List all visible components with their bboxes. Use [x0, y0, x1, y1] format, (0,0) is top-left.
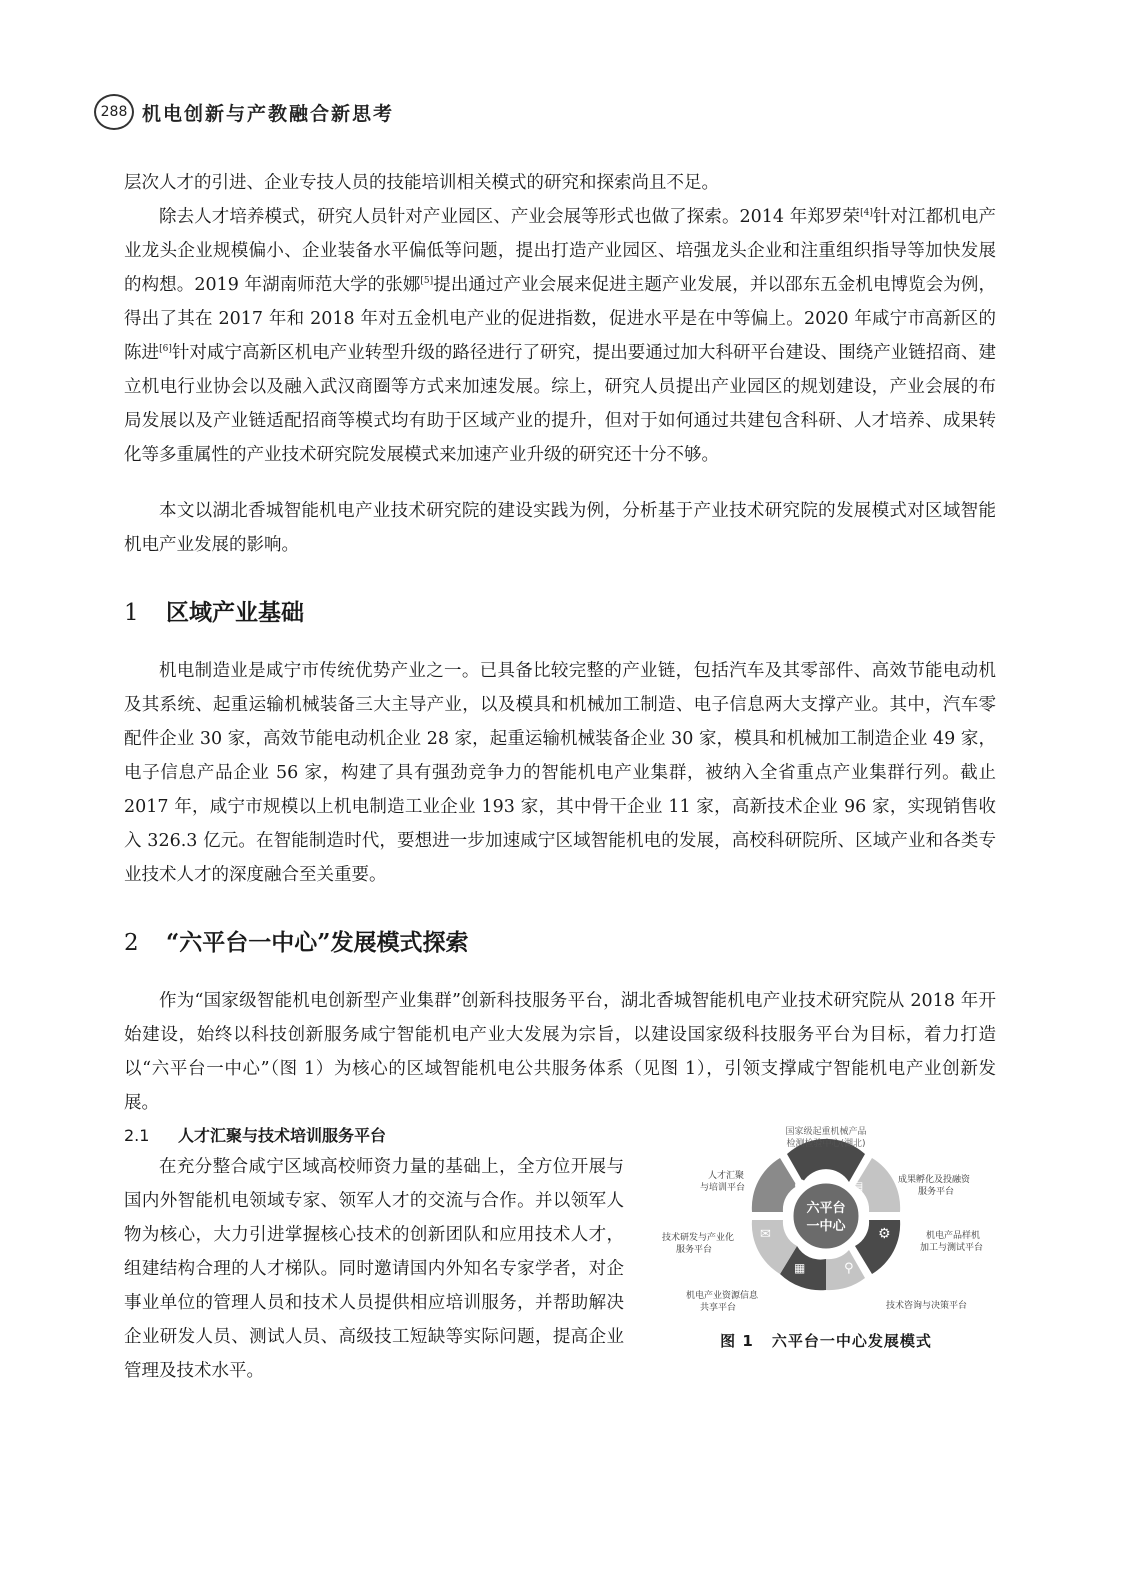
page-number: 288 [94, 94, 134, 130]
label-top-line2: 检测检验中心(湖北) [786, 1139, 866, 1149]
label-left-line2: 服务平台 [676, 1245, 713, 1255]
figure-caption [656, 1330, 996, 1351]
icon-talent: ☻ [794, 1179, 808, 1194]
paragraph: 作为“国家级智能机电创新型产业集群”创新科技服务平台，湖北香城智能机电产业技术研究院从 2018 年开始建设，始终以科技创新服务咸宁智能机电产业大发展为宗旨，以建设国家级科技服务平台为目标，着力打造以“六平台一中心”（图 1）为核心的区域智能机电公共服务体系（见图 1），引领支撑咸宁智能机电产业创新发展。 [124, 991, 996, 1113]
subsection-title: 人才汇聚与技术培训服务平台 [178, 1126, 387, 1145]
text-run: 提出通过产业会展来促进主题产业发展，并以邵东五金机电博览会为例，得出了其在 2017 年和 2018 年对五金机电产业的促进指数，促进水平是在中等偏上。2020 年咸宁市高新区的陈进 [124, 275, 996, 363]
label-bottom-right-line1: 技术咨询与决策平台 [886, 1301, 968, 1311]
book-title: 机电创新与产教融合新思考 [142, 102, 395, 125]
icon-network: ▦ [794, 1261, 806, 1275]
center-label-line1: 六平台 [806, 1201, 846, 1216]
label-top-right-line1: 成果孵化及投融资 [898, 1175, 971, 1185]
label-top-line1: 国家级起重机械产品 [785, 1127, 867, 1137]
label-bottom-left-line1: 机电产业资源信息 [686, 1291, 759, 1301]
label-bottom-left-line2: 共享平台 [700, 1303, 737, 1313]
section-heading [124, 924, 468, 957]
citation-ref: [5] [420, 276, 434, 287]
label-top-left-line2: 与培训平台 [700, 1183, 746, 1193]
paragraph: 在充分整合咸宁区域高校师资力量的基础上，全方位开展与国内外智能机电领域专家、领军人才的交流与合作。并以领军人物为核心，大力引进掌握核心技术的创新团队和应用技术人才，组建结构合理的人才梯队。同时邀请国内外知名专家学者，对企事业单位的管理人员和技术人员提供相应培训服务，并帮助解决企业研发人员、测试人员、高级技工短缺等实际问题，提高企业管理及技术水平。 [124, 1157, 624, 1381]
icon-chat: ✉ [760, 1227, 771, 1242]
paragraph: 本文以湖北香城智能机电产业技术研究院的建设实践为例，分析基于产业技术研究院的发展模式对区域智能机电产业发展的影响。 [124, 501, 996, 555]
figure-caption-label: 图 1 [720, 1332, 754, 1350]
paragraph: 机电制造业是咸宁市传统优势产业之一。已具备比较完整的产业链，包括汽车及其零部件、高效节能电动机及其系统、起重运输机械装备三大主导产业，以及模具和机械加工制造、电子信息两大支撑产业。其中，汽车零配件企业 30 家，高效节能电动机企业 28 家，起重运输机械装备企业 30 家，模具和机械加工制造企业 49 家，电子信息产品企业 56 家，构建了具有强劲竞争力的智能机电产业集群，被纳入全省重点产业集群行列。截止 2017 年，咸宁市规模以上机电制造工业企业 193 家，其中骨干企业 11 家，高新技术企业 96 家，实现销售收入 326.3 亿元。在智能制造时代，要想进一步加速咸宁区域智能机电的发展，高校科研院所、区域产业和各类专业技术人才的深度融合至关重要。 [124, 661, 996, 885]
figure-caption-title: 六平台一中心发展模式 [771, 1332, 932, 1350]
section-heading [124, 594, 304, 627]
subsection-heading [124, 1123, 386, 1146]
label-top-right-line2: 服务平台 [918, 1187, 955, 1197]
citation-ref: [4] [860, 208, 873, 219]
section-number: 2 [124, 930, 139, 956]
icon-gear: ⚙ [878, 1226, 891, 1242]
paragraph: 层次人才的引进、企业专技人员的技能培训相关模式的研究和探索尚且不足。 [124, 173, 719, 193]
text-run: 针对江都机电产业龙头企业规模偏小、企业装备水平偏低等问题，提出打造产业园区、培强龙头企业和注重组织指导等加快发展的构想。2019 年湖南师范大学的张娜 [124, 207, 996, 295]
six-platform-diagram [656, 1124, 996, 1329]
figure-six-platforms [656, 1124, 996, 1354]
text-run: 除去人才培养模式，研究人员针对产业园区、产业会展等形式也做了探索。2014 年郑罗荣 [159, 207, 861, 227]
citation-ref: [6] [159, 344, 172, 355]
page-header [94, 92, 394, 132]
label-right-line2: 加工与测试平台 [920, 1243, 984, 1253]
section-title: “六平台一中心”发展模式探索 [166, 929, 469, 956]
label-right-line1: 机电产品样机 [926, 1231, 981, 1241]
section-title: 区域产业基础 [166, 599, 304, 626]
text-run: 针对咸宁高新区机电产业转型升级的路径进行了研究，提出要通过加大科研平台建设、围绕产业链招商、建立机电行业协会以及融入武汉商圈等方式来加速发展。综上，研究人员提出产业园区的规划建设，产业会展的布局发展以及产业链适配招商等模式均有助于区域产业的提升，但对于如何通过共建包含科研、人才培养、成果转化等多重属性的产业技术研究院发展模式来加速产业升级的研究还十分不够。 [124, 343, 997, 465]
label-left-line1: 技术研发与产业化 [662, 1233, 735, 1243]
section-number: 1 [124, 600, 139, 626]
icon-search: ⚲ [844, 1261, 854, 1276]
paragraph [124, 200, 996, 472]
segment-top-left [752, 1158, 797, 1212]
icon-incubation: ▤ [852, 1179, 864, 1193]
subsection-number: 2.1 [124, 1126, 150, 1145]
label-top-left-line1: 人才汇聚 [708, 1171, 745, 1181]
center-label-line2: 一中心 [806, 1219, 846, 1234]
